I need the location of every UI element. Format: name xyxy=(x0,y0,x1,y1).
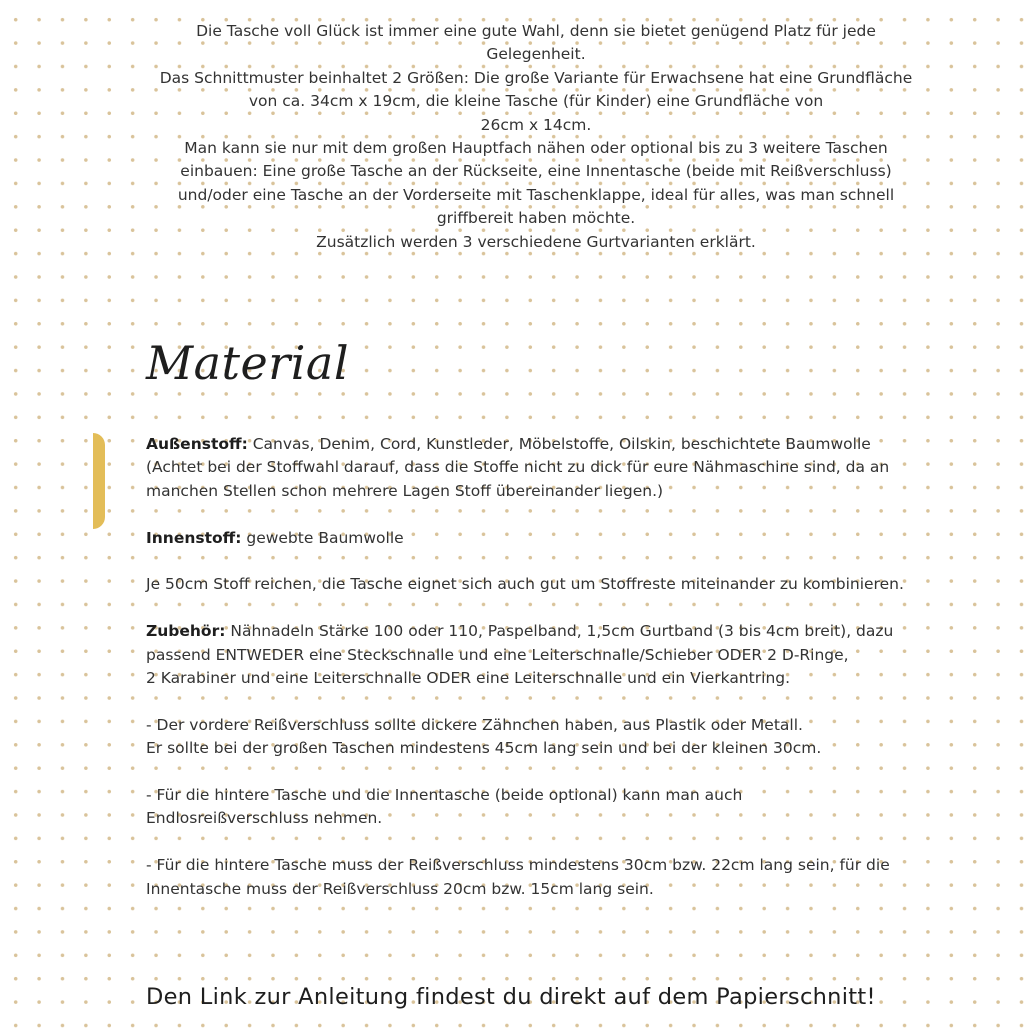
zipper-note-front xyxy=(146,714,906,761)
footer-link-note: Den Link zur Anleitung findest du direkt auf dem Papierschnitt! xyxy=(146,984,876,1010)
gold-half-circle-decoration xyxy=(93,433,105,529)
innenstoff-label: Innenstoff: xyxy=(146,528,242,547)
zipper-note-length: - Für die hintere Tasche muss der Reißverschluss mindestens 30cm bzw. 22cm lang sein, für die Innentasche muss der Reißverschluss 20cm bzw. 15cm lang sein. xyxy=(146,856,890,898)
intro-paragraph: Das Schnittmuster beinhaltet 2 Größen: Die große Variante für Erwachsene hat eine Grundfläche von ca. 34cm x 19cm, die kleine Tasche (für Kinder) eine Grundfläche von xyxy=(159,68,913,111)
stoffmenge-paragraph: Je 50cm Stoff reichen, die Tasche eignet sich auch gut um Stoffreste miteinander zu kombinieren. xyxy=(146,575,904,594)
innenstoff-paragraph xyxy=(146,527,906,550)
zipper-note-front-line1: - Der vordere Reißverschluss sollte dickere Zähnchen haben, aus Plastik oder Metall. xyxy=(146,715,803,734)
zubehoer-paragraph xyxy=(146,620,906,690)
material-body xyxy=(146,433,906,901)
aussenstoff-label: Außenstoff: xyxy=(146,435,248,453)
zipper-note-back: - Für die hintere Tasche und die Innentasche (beide optional) kann man auch Endlosreißverschluss nehmen. xyxy=(146,786,743,828)
intro-paragraph: 26cm x 14cm. xyxy=(480,115,592,134)
material-heading: Material xyxy=(146,336,350,390)
zubehoer-text: Nähnadeln Stärke 100 oder 110, Paspelband, 1,5cm Gurtband (3 bis 4cm breit), dazu passend ENTWEDER eine Steckschnalle und eine Leiterschnalle/Schieber ODER 2 D-Ringe, xyxy=(146,622,894,664)
intro-section xyxy=(150,20,922,254)
aussenstoff-text: Canvas, Denim, Cord, Kunstleder, Möbelstoffe, Oilskin, beschichtete Baumwolle (Achtet bei der Stoffwahl darauf, dass die Stoffe nicht zu dick für eure Nähmaschine sind, da an manchen Stellen schon mehrere Lagen Stoff übereinander liegen.) xyxy=(146,435,890,500)
aussenstoff-paragraph xyxy=(146,433,906,503)
intro-paragraph: Man kann sie nur mit dem großen Hauptfach nähen oder optional bis zu 3 weitere Taschen einbauen: Eine große Tasche an der Rückseite, eine Innentasche (beide mit Reißverschluss) und/oder eine Tasche an der Vorderseite mit Taschenklappe, ideal für alles, was man schnell griffbereit haben möchte. xyxy=(177,139,895,228)
zubehoer-text-line2: 2 Karabiner und eine Leiterschnalle ODER eine Leiterschnalle und ein Vierkantring. xyxy=(146,669,791,688)
intro-paragraph: Die Tasche voll Glück ist immer eine gute Wahl, denn sie bietet genügend Platz für jede Gelegenheit. xyxy=(196,22,876,64)
zubehoer-label: Zubehör: xyxy=(146,622,226,641)
intro-paragraph: Zusätzlich werden 3 verschiedene Gurtvarianten erklärt. xyxy=(316,232,756,251)
zipper-note-front-line2: Er sollte bei der großen Taschen mindestens 45cm lang sein und bei der kleinen 30cm. xyxy=(146,739,822,758)
innenstoff-text: gewebte Baumwolle xyxy=(241,528,404,547)
